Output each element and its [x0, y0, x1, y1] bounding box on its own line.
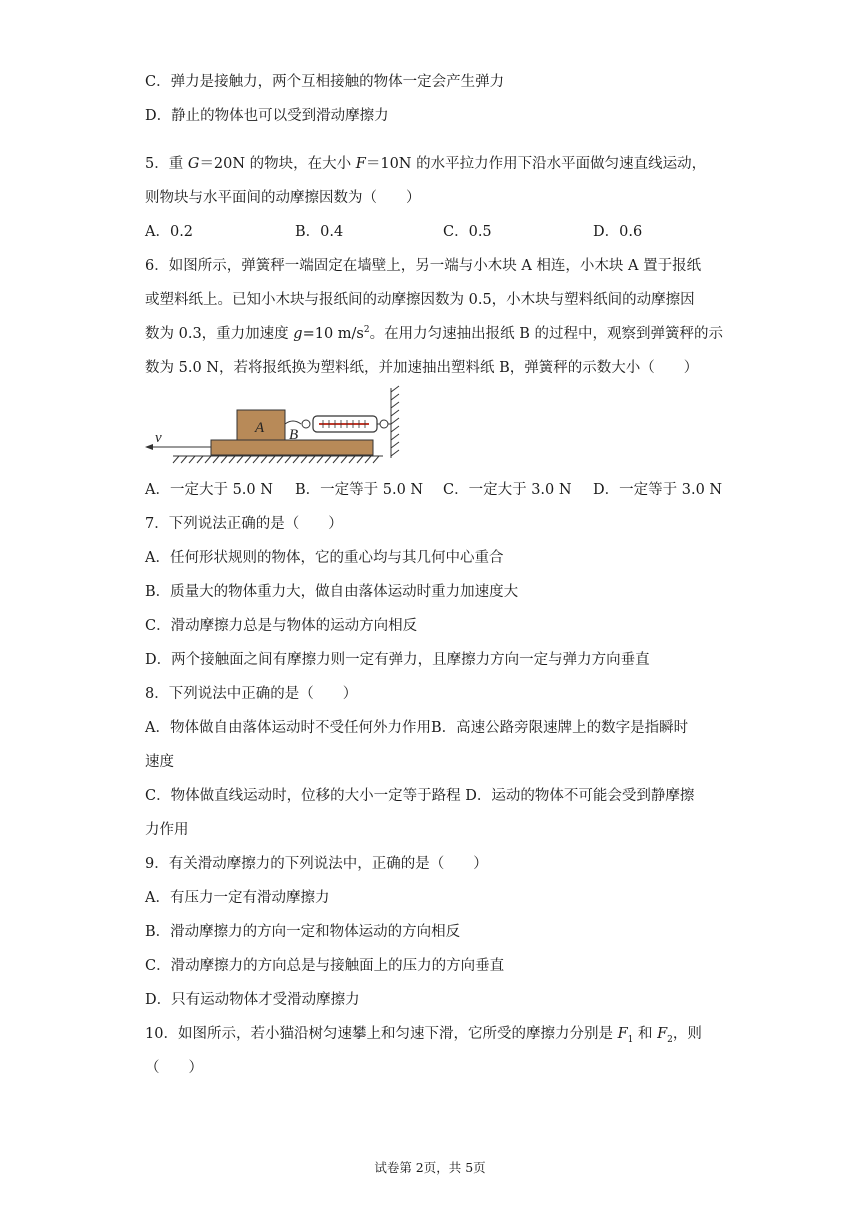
page-footer: 试卷第 2页，共 5页 — [374, 1160, 486, 1175]
ground-hatching — [173, 456, 383, 463]
q6-figure — [143, 384, 413, 466]
q7-option-a: A．任何形状规则的物体，它的重心均与其几何中心重合 — [145, 550, 504, 566]
spring-scale — [285, 416, 391, 432]
q6-option-b: B．一定等于 5.0 N — [295, 482, 424, 498]
q9-option-d: D．只有运动物体才受滑动摩擦力 — [145, 992, 360, 1008]
q9-option-a: A．有压力一定有滑动摩擦力 — [145, 890, 330, 906]
label-v: v — [155, 430, 162, 446]
q5-option-a: A．0.2 — [145, 224, 194, 240]
q9-option-b: B．滑动摩擦力的方向一定和物体运动的方向相反 — [145, 924, 461, 940]
q10-stem-line1: 10．如图所示，若小猫沿树匀速攀上和匀速下滑，它所受的摩擦力分别是 $F_1$ 和 $F_2$，则 — [145, 1026, 702, 1045]
q6-stem-line1: 6．如图所示，弹簧秤一端固定在墙壁上，另一端与小木块 A 相连，小木块 A 置于报纸 — [145, 258, 702, 274]
q5-stem-line2: 则物块与水平面间的动摩擦因数为（ ） — [145, 190, 421, 206]
q8-stem: 8．下列说法中正确的是（ ） — [145, 686, 358, 702]
label-a: A — [255, 420, 265, 436]
wall — [391, 386, 399, 458]
q8-options-line3: C．物体做直线运动时，位移的大小一定等于路程 D．运动的物体不可能会受到静摩擦 — [145, 788, 695, 804]
q8-options-line2: 速度 — [145, 754, 174, 770]
q6-stem-line4: 数为 5.0 N，若将报纸换为塑料纸，并加速抽出塑料纸 B，弹簧秤的示数大小（ ） — [145, 360, 699, 376]
q4-option-c: C．弹力是接触力，两个互相接触的物体一定会产生弹力 — [145, 74, 505, 90]
q5-option-d: D．0.6 — [593, 224, 643, 240]
q8-options-line1: A．物体做自由落体运动时不受任何外力作用B．高速公路旁限速牌上的数字是指瞬时 — [145, 720, 689, 736]
q5-option-c: C．0.5 — [443, 224, 492, 240]
label-b: B — [289, 427, 299, 443]
q7-stem: 7．下列说法正确的是（ ） — [145, 516, 343, 532]
q4-option-d: D．静止的物体也可以受到滑动摩擦力 — [145, 108, 389, 124]
q9-option-c: C．滑动摩擦力的方向总是与接触面上的压力的方向垂直 — [145, 958, 505, 974]
q8-options-line4: 力作用 — [145, 822, 189, 838]
q7-option-b: B．质量大的物体重力大，做自由落体运动时重力加速度大 — [145, 584, 519, 600]
q7-option-c: C．滑动摩擦力总是与物体的运动方向相反 — [145, 618, 418, 634]
q9-stem: 9．有关滑动摩擦力的下列说法中，正确的是（ ） — [145, 856, 488, 872]
q6-option-d: D．一定等于 3.0 N — [593, 482, 723, 498]
q7-option-d: D．两个接触面之间有摩擦力则一定有弹力，且摩擦力方向一定与弹力方向垂直 — [145, 652, 650, 668]
q5-stem-line1: 5．重 G＝20N 的物块，在大小 F＝10N 的水平拉力作用下沿水平面做匀速直线运动， — [145, 156, 707, 172]
q6-option-a: A．一定大于 5.0 N — [145, 482, 273, 498]
q6-stem-line3: 数为 0.3，重力加速度 g=10 $m/s^2$。在用力匀速抽出报纸 B 的过程中，观察到弹簧秤的示 — [145, 325, 723, 342]
q6-stem-line2: 或塑料纸上。已知小木块与报纸间的动摩擦因数为 0.5，小木块与塑料纸间的动摩擦因 — [145, 292, 695, 308]
q5-option-b: B．0.4 — [295, 224, 344, 240]
q10-stem-line2: （ ） — [145, 1060, 203, 1076]
q6-option-c: C．一定大于 3.0 N — [443, 482, 572, 498]
